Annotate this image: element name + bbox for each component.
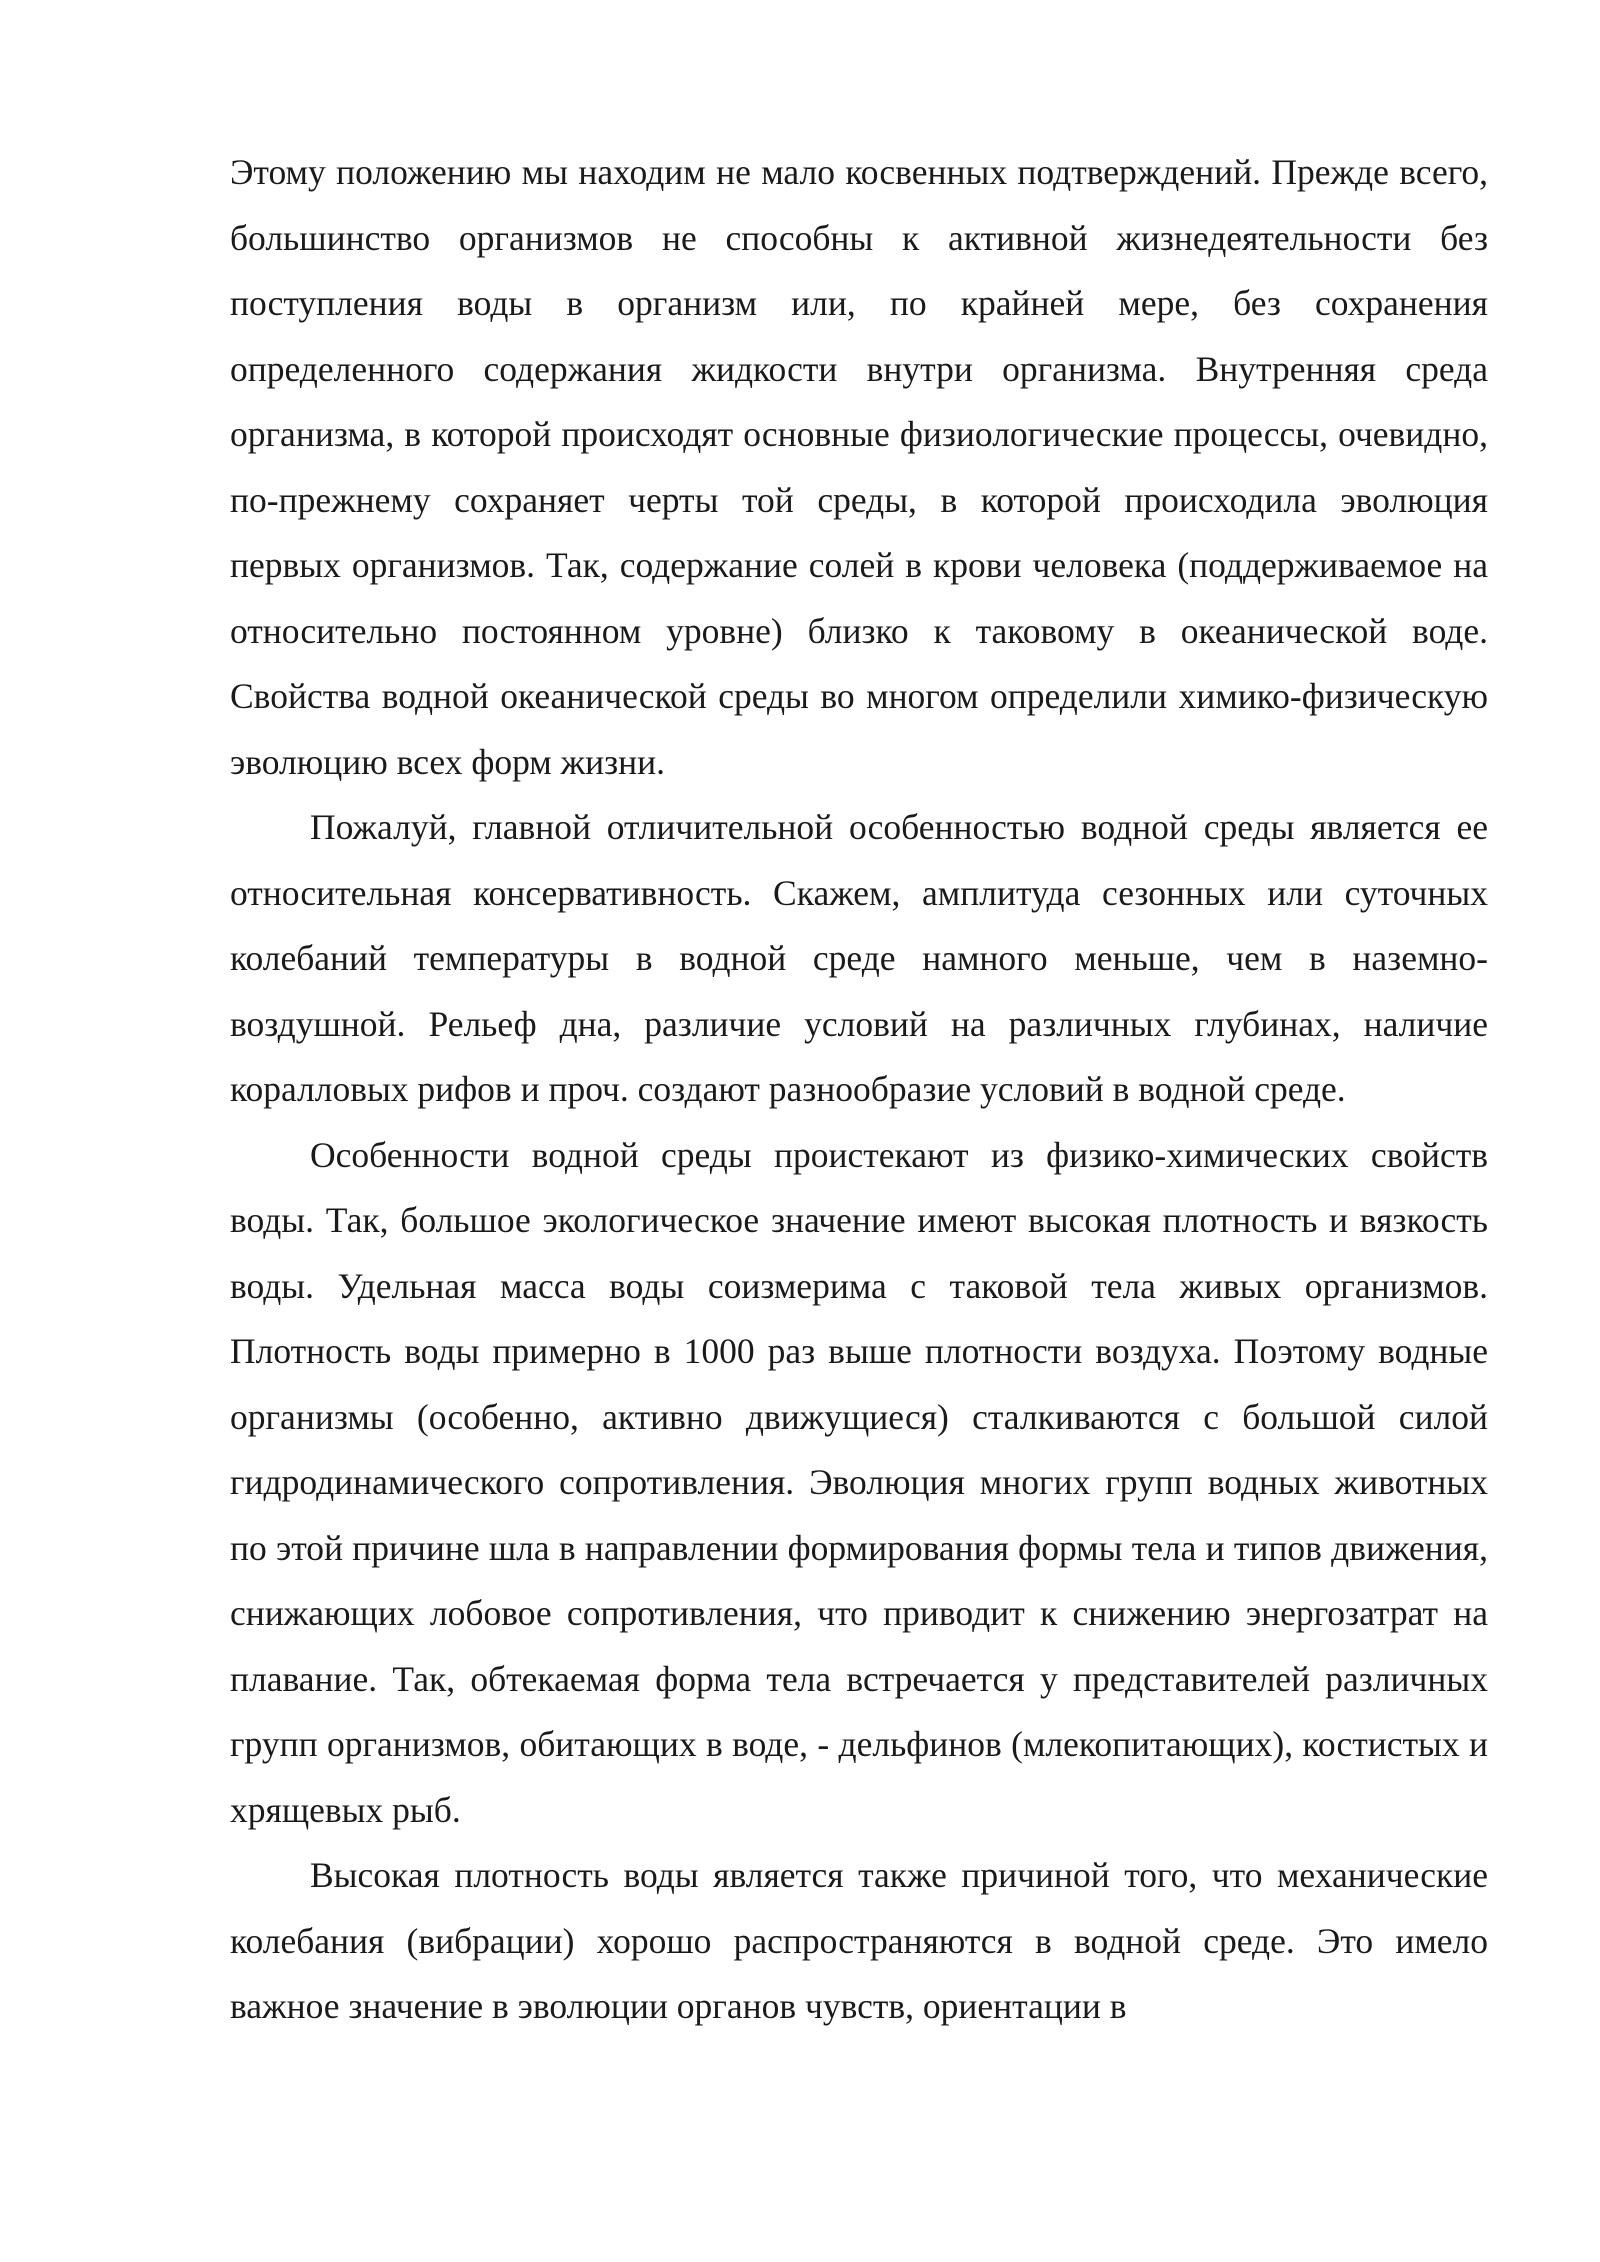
- paragraph-2: Пожалуй, главной отличительной особенностью водной среды является ее относительная консервативность. Скажем, амплитуда сезонных или суточных колебаний температуры в водной среде намного меньше, чем в наземно-воздушной. Рельеф дна, различие условий на различных глубинах, наличие коралловых рифов и проч. создают разнообразие условий в водной среде.: [230, 807, 1488, 1109]
- paragraph-4: Высокая плотность воды является также причиной того, что механические колебания (вибрации) хорошо распространяются в водной среде. Это имело важное значение в эволюции органов чувств, ориентации в: [230, 1855, 1488, 2026]
- document-page: [230, 140, 1488, 2040]
- paragraph-1: Этому положению мы находим не мало косвенных подтверждений. Прежде всего, большинство организмов не способны к активной жизнедеятельности без поступления воды в организм или, по крайней мере, без сохранения определенного содержания жидкости внутри организма. Внутренняя среда организма, в которой происходят основные физиологические процессы, очевидно, по-прежнему сохраняет черты той среды, в которой происходила эволюция первых организмов. Так, содержание солей в крови человека (поддерживаемое на относительно постоянном уровне) близко к таковому в океанической воде. Свойства водной океанической среды во многом определили химико-физическую эволюцию всех форм жизни.: [230, 152, 1488, 782]
- paragraph-3: Особенности водной среды проистекают из физико-химических свойств воды. Так, большое экологическое значение имеют высокая плотность и вязкость воды. Удельная масса воды соизмерима с таковой тела живых организмов. Плотность воды примерно в 1000 раз выше плотности воздуха. Поэтому водные организмы (особенно, активно движущиеся) сталкиваются с большой силой гидродинамического сопротивления. Эволюция многих групп водных животных по этой причине шла в направлении формирования формы тела и типов движения, снижающих лобовое сопротивления, что приводит к снижению энергозатрат на плавание. Так, обтекаемая форма тела встречается у представителей различных групп организмов, обитающих в воде, - дельфинов (млекопитающих), костистых и хрящевых рыб.: [230, 1134, 1488, 1830]
